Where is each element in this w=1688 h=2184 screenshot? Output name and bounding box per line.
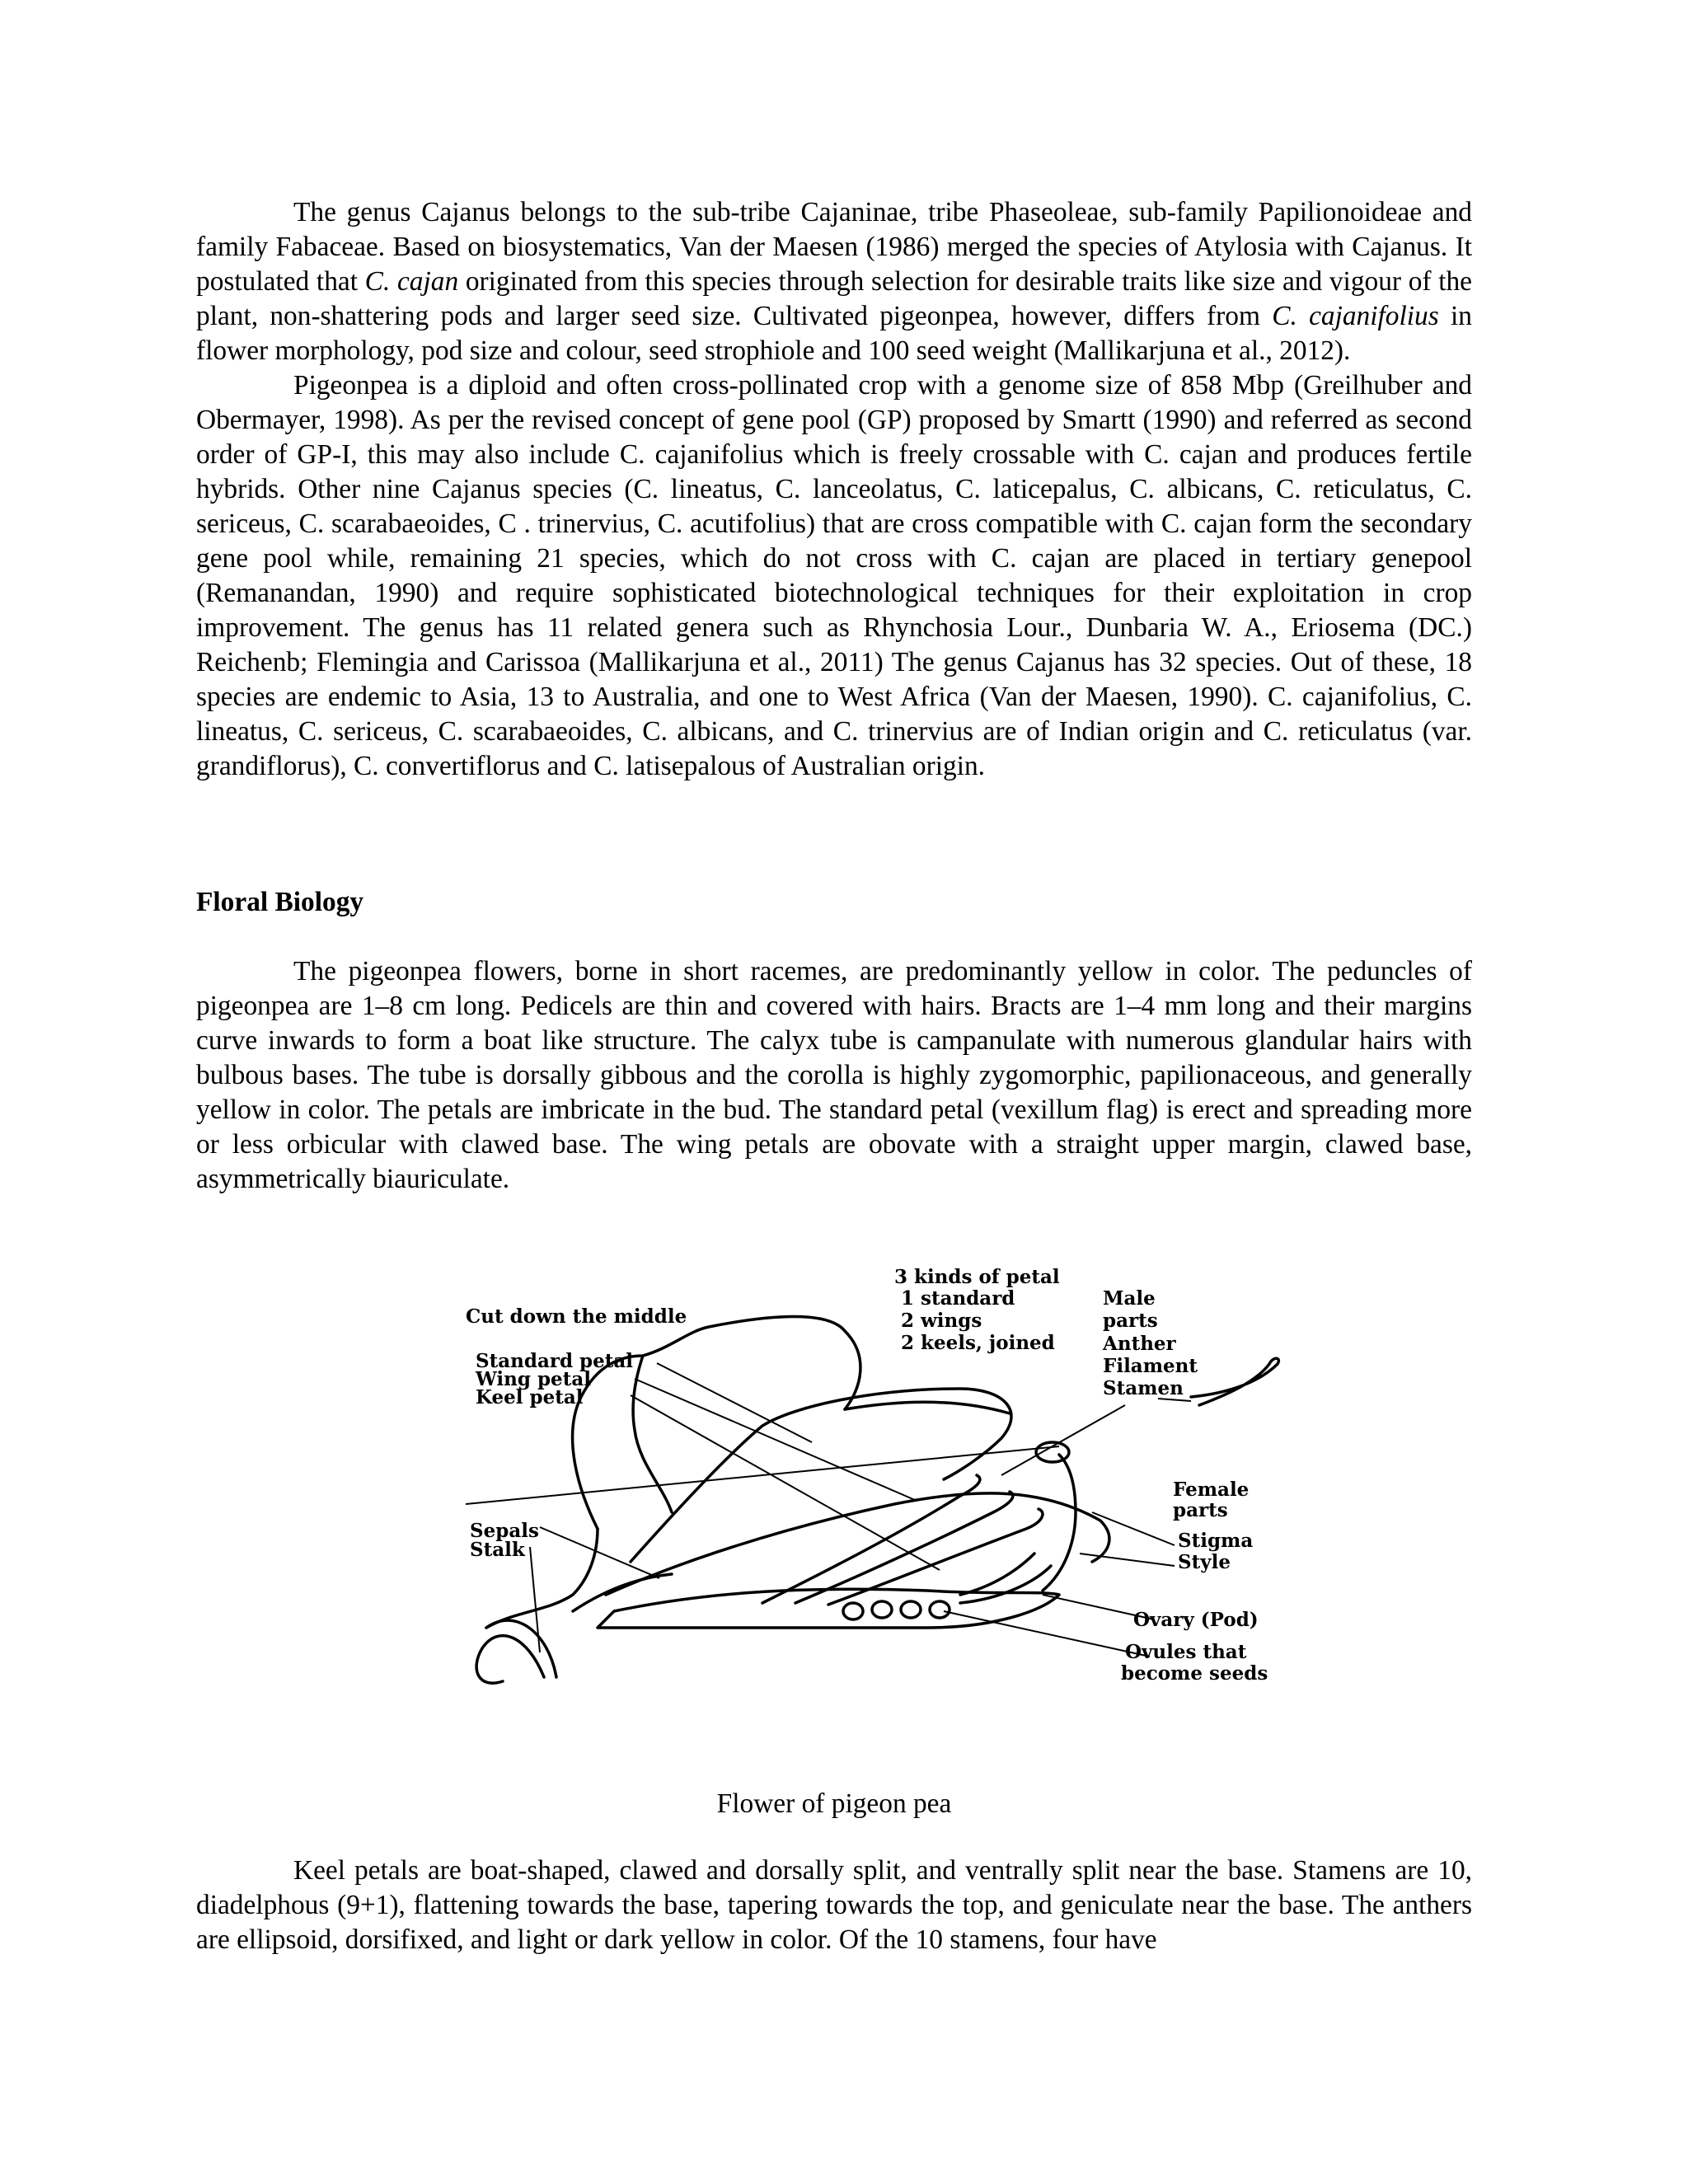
label-female-parts: parts (1173, 1499, 1228, 1521)
label-style: Style (1178, 1551, 1231, 1573)
label-become-seeds: become seeds (1121, 1662, 1268, 1685)
label-male: Male (1103, 1287, 1156, 1310)
paragraph (196, 954, 1472, 1197)
label-standard-petal: Standard petal (476, 1350, 634, 1372)
text-run: The genus Cajanus belongs to the sub-tribe Cajaninae, tribe Phaseoleae, sub-family Papilionoideae and family Fabaceae. Based on biosystematics, Van der Maesen (1986) merged the species of Atylosia with Cajanus. It postulated that (196, 197, 1472, 297)
label-keel-petal: Keel petal (476, 1386, 584, 1408)
intro-paragraphs (196, 195, 1472, 784)
figure-caption: Flower of pigeon pea (716, 1788, 952, 1819)
keel-paragraph (196, 1854, 1472, 1957)
label-ovules: Ovules that (1125, 1641, 1247, 1663)
section-heading: Floral Biology (196, 887, 364, 917)
paragraph (196, 368, 1472, 784)
label-stamen: Stamen (1103, 1377, 1184, 1399)
flower-diagram (466, 1265, 1298, 1710)
paragraph (196, 1854, 1472, 1957)
wing-petal-drawing (631, 1389, 1011, 1562)
text-run: originated from this species through selection for desirable traits like size and vigour of the plant, non-shattering pods and larger seed size. Cultivated pigeonpea, however, differs from (196, 266, 1472, 331)
diagram-labels (466, 1266, 1268, 1685)
detached-stamen-drawing (1191, 1358, 1278, 1405)
label-cut-down-the-middle: Cut down the middle (466, 1305, 687, 1328)
text-run: Keel petals are boat-shaped, clawed and dorsally split, and ventrally split near the base. Stamens are 10, diadelphous (9+1), flattening towards the base, tapering towards the top, and geniculate near the base. The anthers are ellipsoid, dorsifixed, and light or dark yellow in color. Of the 10 stamens, four have (196, 1855, 1472, 1955)
label-sepals: Sepals (470, 1520, 539, 1542)
label-wing-petal: Wing petal (476, 1368, 591, 1390)
label-stigma: Stigma (1178, 1530, 1254, 1552)
text-run: in flower morphology, pod size and colour, seed strophiole and 100 seed weight (Mallikarjuna et al., 2012). (196, 301, 1472, 366)
floral-biology-paragraphs (196, 954, 1472, 1197)
italic-text: C. cajanifolius (1272, 301, 1439, 331)
label-kinds-of-petal: 3 kinds of petal (894, 1266, 1060, 1288)
label-female: Female (1173, 1479, 1250, 1501)
label-filament: Filament (1103, 1355, 1198, 1377)
ovule-drawings (843, 1601, 950, 1619)
label-stalk: Stalk (470, 1539, 525, 1561)
standard-petal-drawing (573, 1317, 860, 1530)
label-one-standard: 1 standard (901, 1287, 1015, 1310)
text-run: Pigeonpea is a diploid and often cross-pollinated crop with a genome size of 858 Mbp (Greilhuber and Obermayer, 1998). As per the revised concept of gene pool (GP) proposed by Smartt (1990) and referred as second order of GP-I, this may also include C. cajanifolius which is freely crossable with C. cajan and produces fertile hybrids. Other nine Cajanus species (C. lineatus, C. lanceolatus, C. laticepalus, C. albicans, C. reticulatus, C. sericeus, C. scarabaeoides, C . trinervius, C. acutifolius) that are cross compatible with C. cajan form the secondary gene pool while, remaining 21 species, which do not cross with C. cajan are placed in tertiary genepool (Remanandan, 1990) and require sophisticated biotechnological techniques for their exploitation in crop improvement. The genus has 11 related genera such as Rhynchosia Lour., Dunbaria W. A., Eriosema (DC.) Reichenb; Flemingia and Carissoa (Mallikarjuna et al., 2011) The genus Cajanus has 32 species. Out of these, 18 species are endemic to Asia, 13 to Australia, and one to West Africa (Van der Maesen, 1990). C. cajanifolius, C. lineatus, C. sericeus, C. scarabaeoides, C. albicans, and C. trinervius are of Indian origin and C. reticulatus (var. grandiflorus), C. convertiflorus and C. latisepalous of Australian origin. (196, 370, 1472, 781)
label-two-keels-joined: 2 keels, joined (901, 1332, 1055, 1354)
label-anther: Anther (1103, 1333, 1176, 1355)
label-male-parts: parts (1103, 1310, 1158, 1332)
italic-text: C. cajan (364, 266, 459, 297)
paragraph (196, 195, 1472, 368)
label-ovary: Ovary (Pod) (1133, 1609, 1259, 1631)
label-two-wings: 2 wings (901, 1310, 982, 1332)
stalk-drawing (476, 1636, 544, 1684)
text-run: The pigeonpea flowers, borne in short racemes, are predominantly yellow in color. The peduncles of pigeonpea are 1–8 cm long. Pedicels are thin and covered with hairs. Bracts are 1–4 mm long and their margins curve inwards to form a boat like structure. The calyx tube is campanulate with numerous glandular hairs with bulbous bases. The tube is dorsally gibbous and the corolla is highly zygomorphic, papilionaceous, and generally yellow in color. The petals are imbricate in the bud. The standard petal (vexillum flag) is erect and spreading more or less orbicular with clawed base. The wing petals are obovate with a straight upper margin, clawed base, asymmetrically biauriculate. (196, 956, 1472, 1194)
